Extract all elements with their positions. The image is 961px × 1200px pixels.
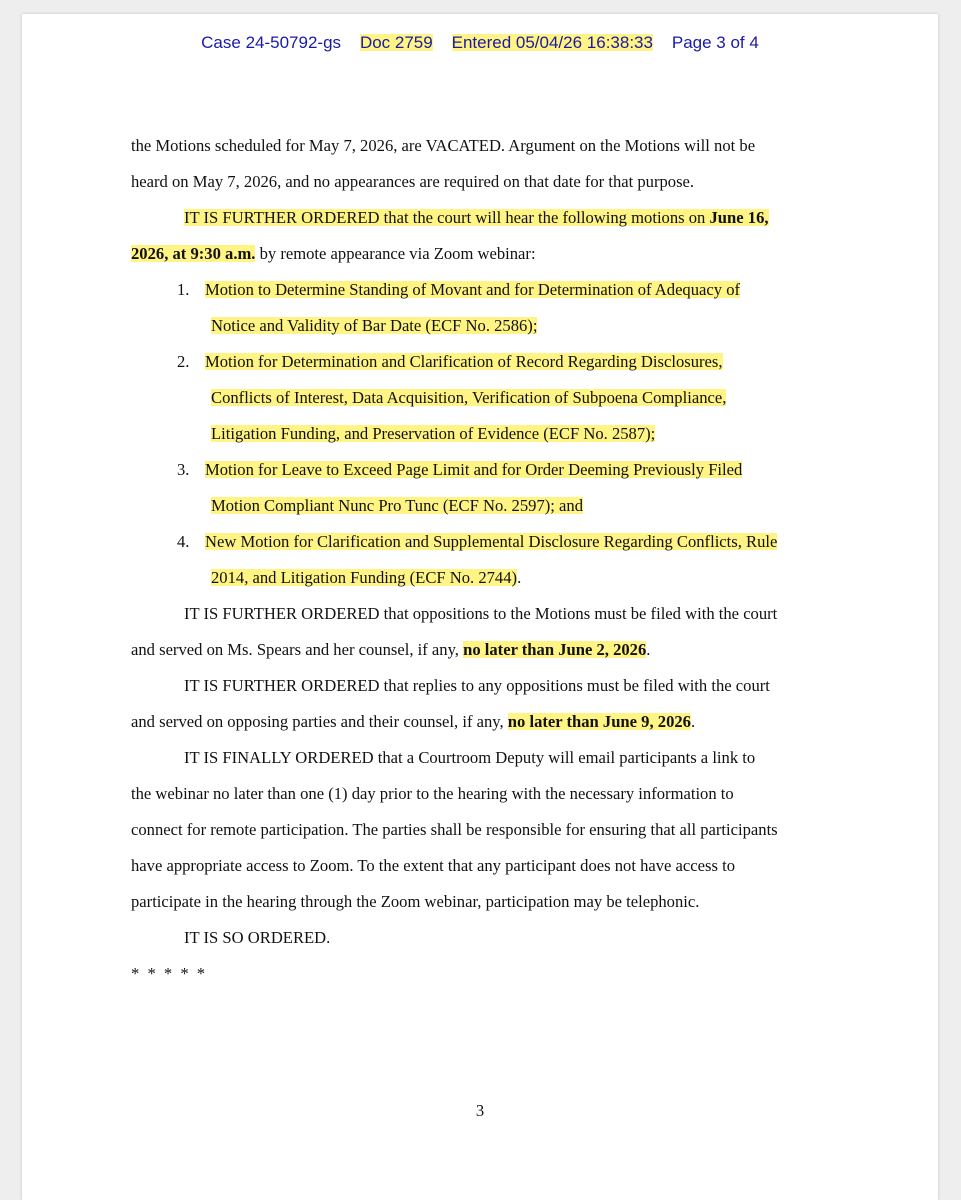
motion-3-line1 xyxy=(131,458,851,494)
para1-line1: the Motions scheduled for May 7, 2026, are VACATED. Argument on the Motions will not be xyxy=(131,136,756,155)
para5-line2: the webinar no later than one (1) day prior to the hearing with the necessary information to xyxy=(131,784,734,803)
so-ordered: IT IS SO ORDERED. xyxy=(184,928,331,947)
para4-text: and served on opposing parties and their counsel, if any, xyxy=(131,712,508,731)
reply-deadline: no later than June 9, 2026 xyxy=(507,712,691,731)
motion-2-line2 xyxy=(131,386,851,422)
para4-line2 xyxy=(131,710,851,746)
para4-line1: IT IS FURTHER ORDERED that replies to any oppositions must be filed with the court xyxy=(184,676,770,695)
motion-text: Motion to Determine Standing of Movant and for Determination of Adequacy of xyxy=(205,280,741,299)
motion-number: 4. xyxy=(177,532,190,551)
para2-text-end: by remote appearance via Zoom webinar: xyxy=(255,244,536,263)
document-page xyxy=(22,14,938,1200)
motion-text: Notice and Validity of Bar Date (ECF No. 2586); xyxy=(211,316,538,335)
para2-line2 xyxy=(131,242,851,278)
motion-text: Motion Compliant Nunc Pro Tunc (ECF No. 2597); and xyxy=(211,496,583,515)
motion-text: 2014, and Litigation Funding (ECF No. 2744) xyxy=(211,568,518,587)
motion-number: 3. xyxy=(177,460,190,479)
hearing-date: June 16, xyxy=(709,208,769,227)
para3-line1: IT IS FURTHER ORDERED that oppositions to the Motions must be filed with the court xyxy=(184,604,778,623)
motion-number: 2. xyxy=(177,352,190,371)
case-number: Case 24-50792-gs xyxy=(201,33,342,52)
motion-2-line3 xyxy=(131,422,851,458)
motion-2-line1 xyxy=(131,350,851,386)
para2-text: IT IS FURTHER ORDERED that the court will hear the following motions on xyxy=(184,208,710,227)
motion-text: Litigation Funding, and Preservation of Evidence (ECF No. 2587); xyxy=(211,424,656,443)
motion-text: New Motion for Clarification and Supplemental Disclosure Regarding Conflicts, Rule xyxy=(205,532,778,551)
para4-end: . xyxy=(690,712,696,731)
end-stars: * * * * * xyxy=(131,964,208,983)
page-number: 3 xyxy=(475,1101,485,1120)
motion-text: Conflicts of Interest, Data Acquisition, Verification of Subpoena Compliance, xyxy=(211,388,727,407)
para1-line2: heard on May 7, 2026, and no appearances are required on that date for that purpose. xyxy=(131,172,695,191)
entered-date: Entered 05/04/26 16:38:33 xyxy=(451,33,653,52)
filing-header xyxy=(22,33,938,53)
motion-3-line2 xyxy=(131,494,851,530)
hearing-time: 2026, at 9:30 a.m. xyxy=(131,244,256,263)
para5-line5: participate in the hearing through the Zoom webinar, participation may be telephonic. xyxy=(131,892,700,911)
motion-4-line1 xyxy=(131,530,851,566)
opposition-deadline: no later than June 2, 2026 xyxy=(463,640,647,659)
para3-end: . xyxy=(646,640,651,659)
page-indicator: Page 3 of 4 xyxy=(671,33,759,52)
motion-text: Motion for Leave to Exceed Page Limit and for Order Deeming Previously Filed xyxy=(205,460,743,479)
para3-text: and served on Ms. Spears and her counsel, if any, xyxy=(131,640,464,659)
para5-line4: have appropriate access to Zoom. To the extent that any participant does not have access to xyxy=(131,856,735,875)
para5-line1: IT IS FINALLY ORDERED that a Courtroom Deputy will email participants a link to xyxy=(184,748,756,767)
motion-4-line2 xyxy=(131,566,851,602)
motion-1-line1 xyxy=(131,278,851,314)
motion-text-end: . xyxy=(517,568,522,587)
doc-number: Doc 2759 xyxy=(359,33,433,52)
para5-line3: connect for remote participation. The parties shall be responsible for ensuring that all participants xyxy=(131,820,778,839)
motion-text: Motion for Determination and Clarification of Record Regarding Disclosures, xyxy=(205,352,723,371)
para2-line1 xyxy=(131,206,851,242)
order-body xyxy=(131,134,851,998)
para3-line2 xyxy=(131,638,851,674)
motion-1-line2 xyxy=(131,314,851,350)
motion-number: 1. xyxy=(177,280,190,299)
